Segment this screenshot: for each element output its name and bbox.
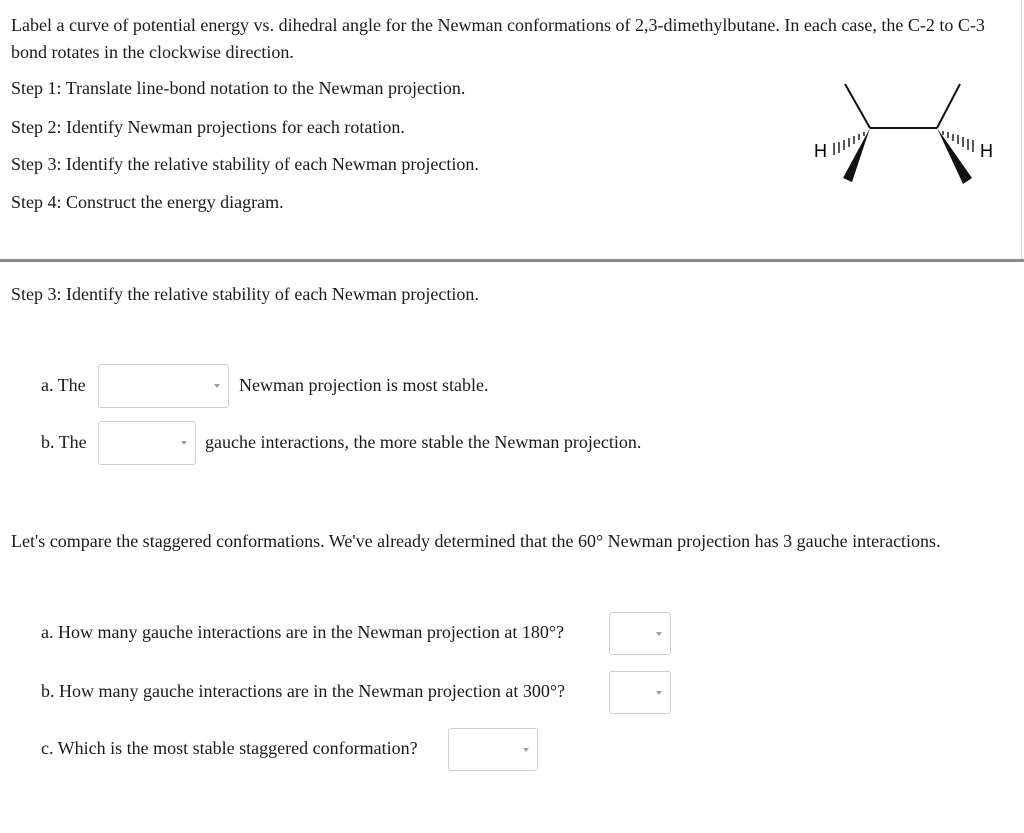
chevron-down-icon (181, 441, 187, 445)
gauche-180-question: a. How many gauche interactions are in the Newman projection at 180°? (41, 622, 565, 642)
gauche-300-dropdown[interactable] (609, 671, 671, 714)
chevron-down-icon (656, 691, 662, 695)
question-a-suffix: Newman projection is most stable. (239, 375, 489, 395)
step-2-text: Step 2: Identify Newman projections for each rotation. (11, 117, 405, 137)
most-stable-staggered-dropdown[interactable] (448, 728, 538, 771)
section-heading: Step 3: Identify the relative stability of each Newman projection. (11, 284, 479, 304)
panel-right-border (1021, 0, 1022, 262)
question-a-prefix: a. The (41, 375, 86, 395)
left-upper-methyl-bond (845, 84, 870, 128)
line-bond-drawing (808, 74, 1008, 194)
dimethylbutane-structure (808, 74, 1008, 194)
step-1-text: Step 1: Translate line-bond notation to the Newman projection. (11, 78, 466, 98)
most-stable-projection-dropdown[interactable] (98, 364, 229, 408)
right-wedge-bond (937, 128, 972, 184)
gauche-300-question: b. How many gauche interactions are in the Newman projection at 300°? (41, 681, 566, 701)
most-stable-staggered-question: c. Which is the most stable staggered conformation? (41, 738, 418, 758)
compare-intro-text: Let's compare the staggered conformations. We've already determined that the 60° Newman projection has 3 gauche interactions. (11, 531, 941, 551)
problem-statement: Label a curve of potential energy vs. dihedral angle for the Newman conformations of 2,3-dimethylbutane. In each case, the C-2 to C-3 bond rotates in the clockwise direction. (11, 15, 985, 62)
gauche-180-dropdown[interactable] (609, 612, 671, 655)
step-3-text: Step 3: Identify the relative stability of each Newman projection. (11, 154, 479, 174)
question-b-suffix: gauche interactions, the more stable the Newman projection. (205, 432, 642, 452)
question-b-prefix: b. The (41, 432, 87, 452)
chevron-down-icon (523, 748, 529, 752)
chevron-down-icon (656, 632, 662, 636)
right-hydrogen-label: H (980, 141, 993, 161)
chevron-down-icon (214, 384, 220, 388)
left-wedge-bond (843, 128, 870, 182)
right-upper-methyl-bond (937, 84, 960, 128)
section-divider (0, 259, 1024, 262)
step-4-text: Step 4: Construct the energy diagram. (11, 192, 284, 212)
gauche-comparison-dropdown[interactable] (98, 421, 196, 465)
left-hydrogen-label: H (814, 141, 827, 161)
